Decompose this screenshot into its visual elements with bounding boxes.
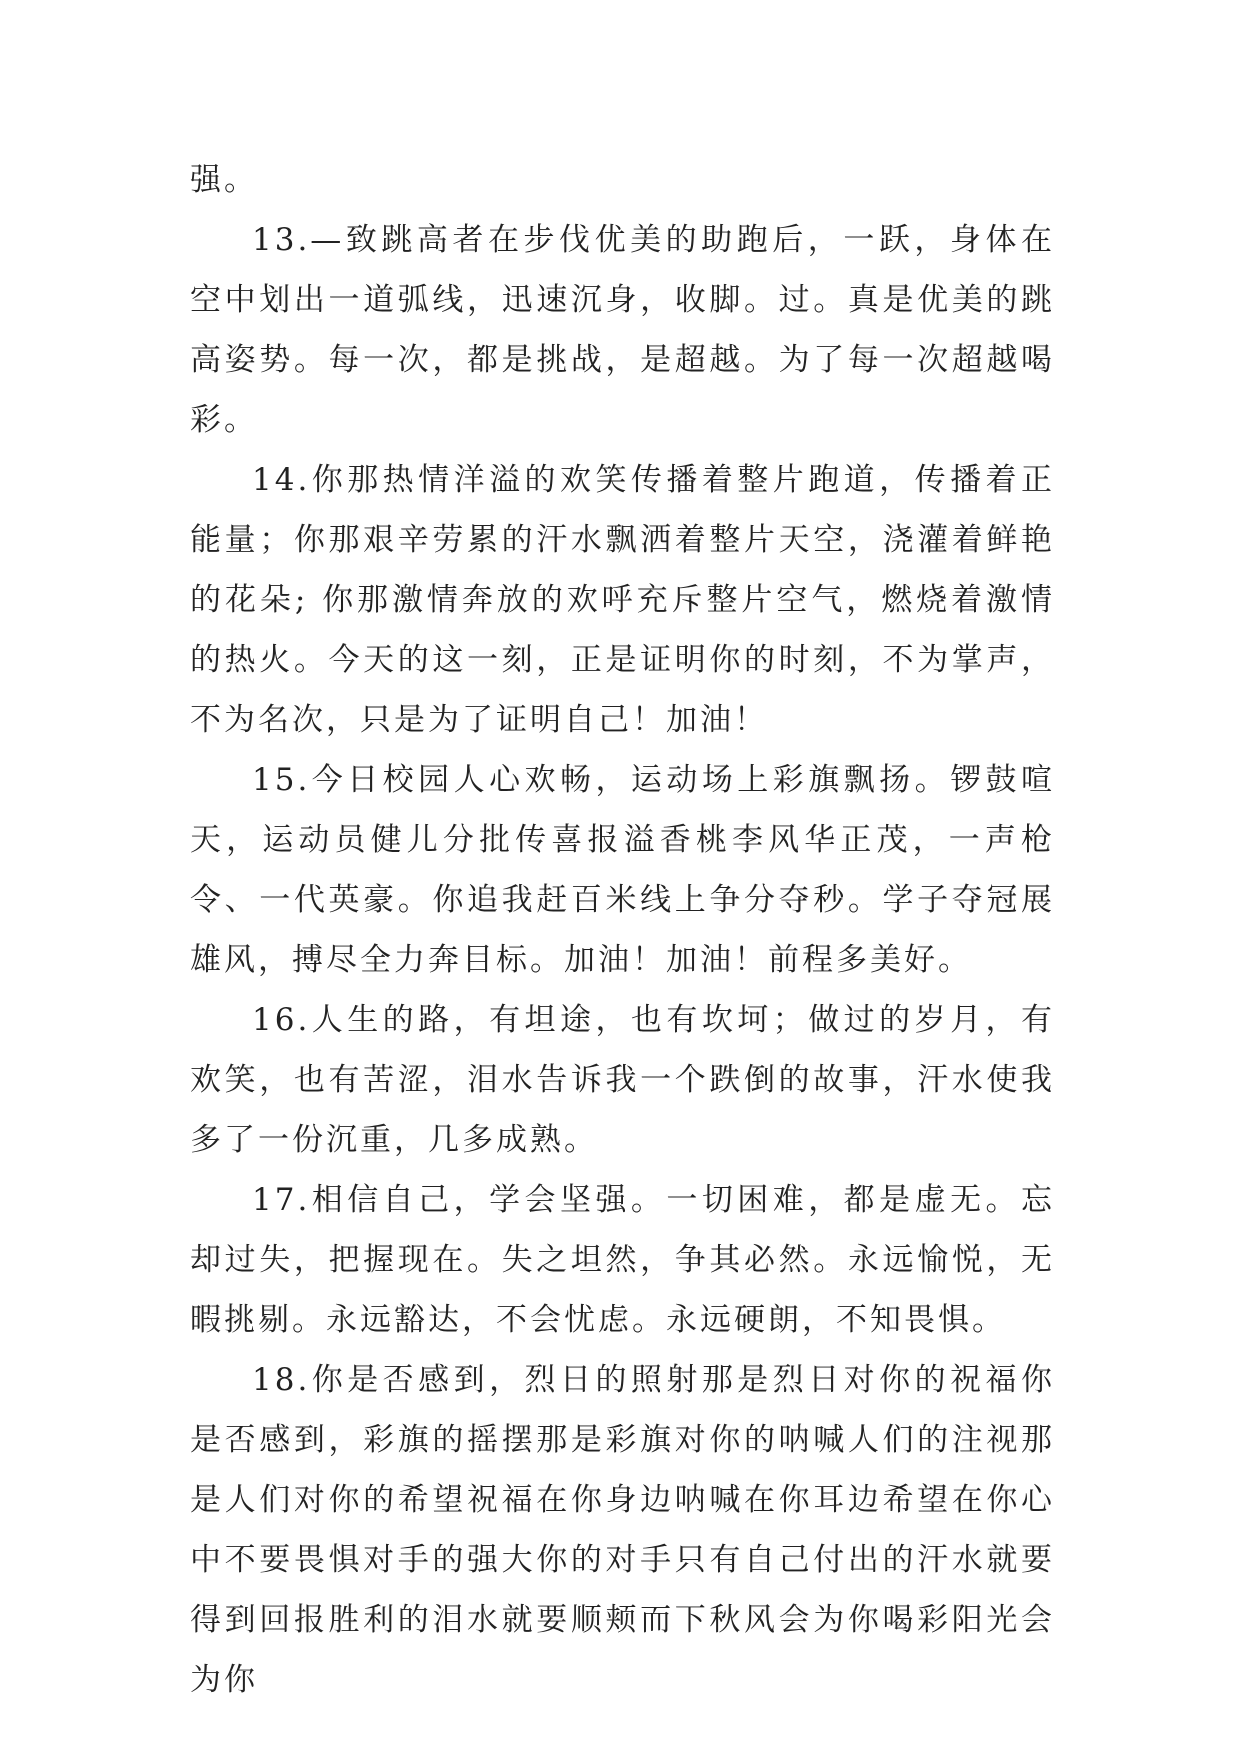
- paragraph-continuation: 强。: [190, 162, 258, 198]
- paragraph-17: 17.相信自己，学会坚强。一切困难，都是虚无。忘却过失，把握现在。失之坦然，争其必然。永远愉悦，无暇挑剔。永远豁达，不会忧虑。永远硬朗，不知畏惧。: [190, 1182, 1055, 1338]
- paragraph-14: 14.你那热情洋溢的欢笑传播着整片跑道，传播着正能量；你那艰辛劳累的汗水飘洒着整片天空，浇灌着鲜艳的花朵; 你那激情奔放的欢呼充斥整片空气，燃烧着激情的热火。今天的这一刻，正是证明你的时刻，不为掌声，不为名次，只是为了证明自己！加油！: [190, 462, 1055, 738]
- paragraph-16: 16.人生的路，有坦途，也有坎坷；做过的岁月，有欢笑，也有苦涩，泪水告诉我一个跌倒的故事，汗水使我多了一份沉重，几多成熟。: [190, 1002, 1055, 1158]
- paragraph-18: 18.你是否感到，烈日的照射那是烈日对你的祝福你是否感到，彩旗的摇摆那是彩旗对你的呐喊人们的注视那是人们对你的希望祝福在你身边呐喊在你耳边希望在你心中不要畏惧对手的强大你的对手只有自己付出的汗水就要得到回报胜利的泪水就要顺颊而下秋风会为你喝彩阳光会为你: [190, 1362, 1055, 1698]
- paragraph-13: 13.—致跳高者在步伐优美的助跑后，一跃，身体在空中划出一道弧线，迅速沉身，收脚。过。真是优美的跳高姿势。每一次，都是挑战，是超越。为了每一次超越喝彩。: [190, 222, 1055, 438]
- document-body: [190, 150, 1055, 1710]
- paragraph-15: 15.今日校园人心欢畅，运动场上彩旗飘扬。锣鼓喧天，运动员健儿分批传喜报溢香桃李风华正茂，一声枪令、一代英豪。你追我赶百米线上争分夺秒。学子夺冠展雄风，搏尽全力奔目标。加油！加油！前程多美好。: [190, 762, 1055, 978]
